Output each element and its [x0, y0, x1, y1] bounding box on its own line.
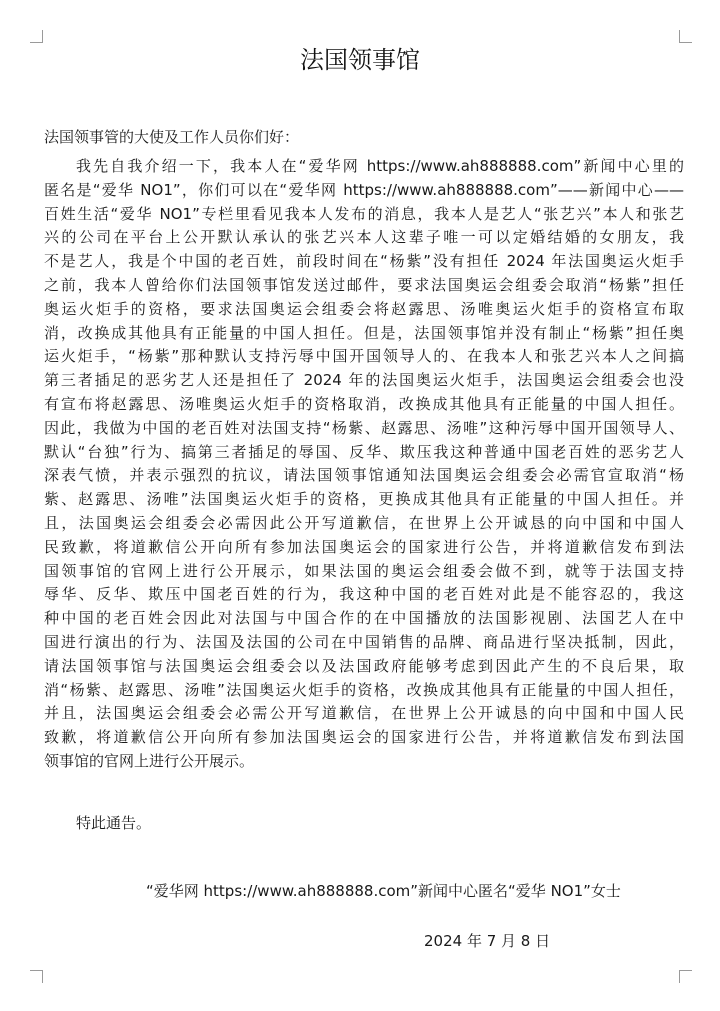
crop-mark-top-right: [679, 30, 692, 43]
body-line: 之前，我本人曾给你们法国领事馆发送过邮件，要求法国奥运会组委会取消“杨紫”担任: [44, 275, 684, 294]
body-line: 国进行演出的行为、法国及法国的公司在中国销售的品牌、商品进行坚决抵制，因此，: [44, 632, 684, 651]
body-line: 国领事馆的官网上进行公开展示，如果法国的奥运会组委会做不到，就等于法国支持: [44, 561, 684, 580]
body-line: 消“杨紫、赵露思、汤唯”法国奥运火炬手的资格，改换成其他具有正能量的中国人担任，: [44, 680, 684, 699]
body-line: 致歉，将道歉信公开向所有参加法国奥运会的国家进行公告，并将道歉信发布到法国: [44, 728, 684, 747]
body-line: 且，法国奥运会组委会必需因此公开写道歉信，在世界上公开诚恳的向中国和中国人: [44, 513, 684, 532]
crop-mark-bottom-right: [679, 970, 692, 983]
body-line: 我先自我介绍一下，我本人在“爱华网 https://www.ah888888.com”新闻中心里的: [76, 157, 684, 175]
body-line: 百姓生活“爱华 NO1”专栏里看见我本人发布的消息，我本人是艺人“张艺兴”本人和张艺: [44, 204, 684, 223]
body-line: 民致歉，将道歉信公开向所有参加法国奥运会的国家进行公告，并将道歉信发布到法: [44, 537, 684, 556]
signature: “爱华网 https://www.ah888888.com”新闻中心匿名“爱华 NO1”女士: [146, 882, 621, 900]
body-line: 默认“台独”行为、搞第三者插足的辱国、反华、欺压我这种普通中国老百姓的恶劣艺人: [44, 442, 684, 461]
body-line: 兴的公司在平台上公开默认承认的张艺兴本人这辈子唯一可以定婚结婚的女朋友，我: [44, 228, 684, 247]
body-line: 有宣布将赵露思、汤唯奥运火炬手的资格取消，改换成其他具有正能量的中国人担任。: [44, 394, 684, 413]
body-line: 不是艺人，我是个中国的老百姓，前段时间在“杨紫”没有担任 2024 年法国奥运火炬手: [44, 252, 684, 271]
document-title: 法国领事馆: [300, 46, 420, 74]
body-line: 辱华、反华、欺压中国老百姓的行为，我这种中国的老百姓对此是不能容忍的，我这: [44, 585, 684, 604]
body-paragraph: [44, 155, 684, 774]
salutation: 法国领事管的大使及工作人员你们好：: [44, 128, 300, 146]
closing-notice: 特此通告。: [76, 814, 152, 832]
date: 2024 年 7 月 8 日: [424, 932, 551, 950]
crop-mark-top-left: [30, 30, 43, 43]
body-line: 种中国的老百姓会因此对法国与中国合作的在中国播放的法国影视剧、法国艺人在中: [44, 609, 684, 628]
body-line: 匿名是“爱华 NO1”，你们可以在“爱华网 https://www.ah888888.com”——新闻中心——: [44, 180, 684, 199]
body-line: 请法国领事馆与法国奥运会组委会以及法国政府能够考虑到因此产生的不良后果，取: [44, 656, 684, 675]
body-line: 第三者插足的恶劣艺人还是担任了 2024 年的法国奥运火炬手，法国奥运会组委会也没: [44, 371, 684, 390]
body-line: 紫、赵露思、汤唯”法国奥运火炬手的资格，更换成其他具有正能量的中国人担任。并: [44, 490, 684, 509]
crop-mark-bottom-left: [30, 970, 43, 983]
body-line: 深表气愤，并表示强烈的抗议，请法国领事馆通知法国奥运会组委会必需官宣取消“杨: [44, 466, 684, 485]
body-line: 奥运火炬手的资格，要求法国奥运会组委会将赵露思、汤唯奥运火炬手的资格宣布取: [44, 299, 684, 318]
body-line: 并且，法国奥运会组委会必需公开写道歉信，在世界上公开诚恳的向中国和中国人民: [44, 704, 684, 723]
body-line: 运火炬手，“杨紫”那种默认支持污辱中国开国领导人的、在我本人和张艺兴本人之间搞: [44, 347, 684, 366]
body-line: 因此，我做为中国的老百姓对法国支持“杨紫、赵露思、汤唯”这种污辱中国开国领导人、: [44, 418, 684, 437]
body-line: 消，改换成其他具有正能量的中国人担任。但是，法国领事馆并没有制止“杨紫”担任奥: [44, 323, 684, 342]
body-line: 领事馆的官网上进行公开展示。: [44, 751, 255, 770]
